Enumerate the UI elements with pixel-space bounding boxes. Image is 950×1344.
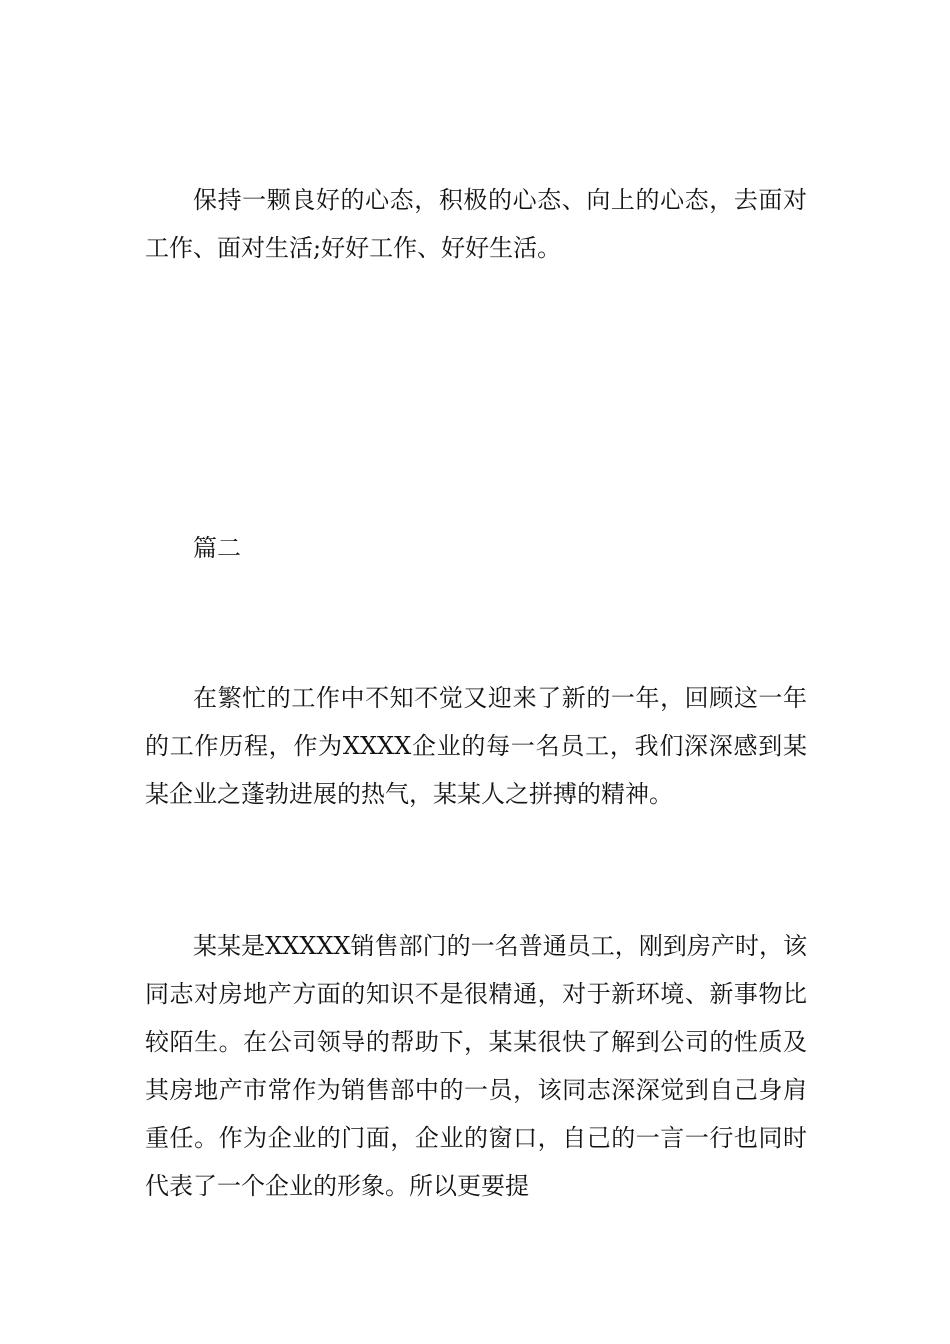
paragraph-employee-profile: 某某是XXXXX销售部门的一名普通员工，刚到房产时，该同志对房地产方面的知识不是很精通，对于新环境、新事物比较陌生。在公司领导的帮助下，某某很快了解到公司的性质及其房地产市常作为销售部中的一员，该同志深深觉到自己身肩重任。作为企业的门面，企业的窗口，自己的一言一行也同时代表了一个企业的形象。所以更要提 xyxy=(145,932,807,1200)
section-heading: 篇二 xyxy=(193,534,241,562)
paragraph-new-year-review: 在繁忙的工作中不知不觉又迎来了新的一年，回顾这一年的工作历程，作为XXXX企业的每一名员工，我们深深感到某某企业之蓬勃进展的热气，某某人之拼搏的精神。 xyxy=(145,684,807,808)
paragraph-attitude: 保持一颗良好的心态，积极的心态、向上的心态，去面对工作、面对生活;好好工作、好好生活。 xyxy=(145,186,807,262)
